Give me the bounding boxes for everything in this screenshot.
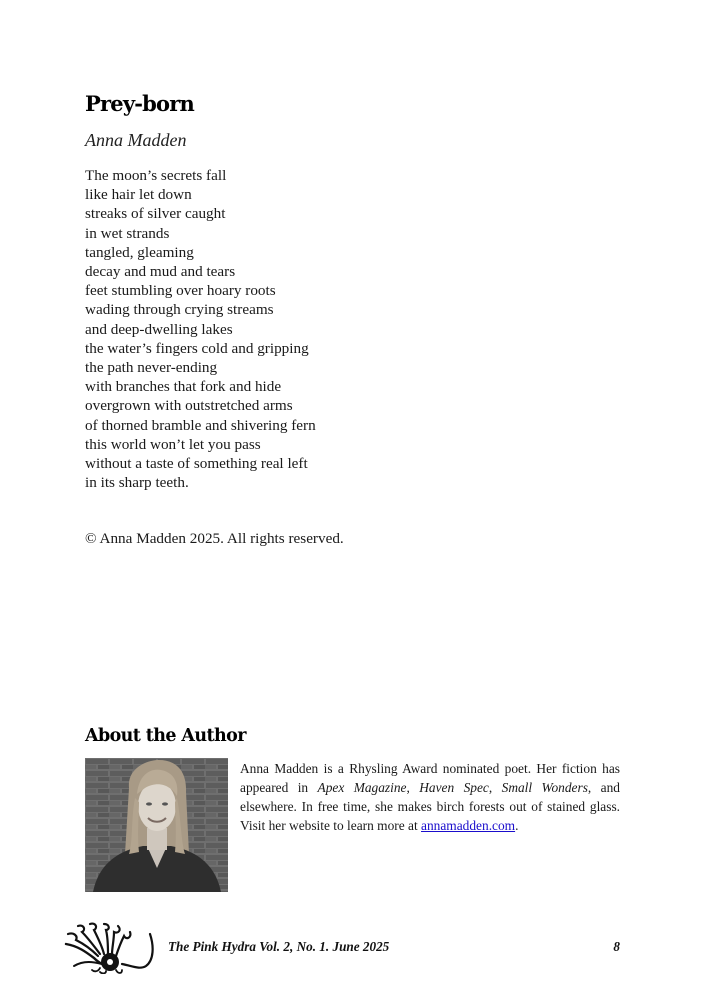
copyright-notice: © Anna Madden 2025. All rights reserved. <box>85 530 344 547</box>
poem-line: tangled, gleaming <box>85 243 194 261</box>
author-website-link[interactable]: annamadden.com <box>421 818 516 833</box>
hydra-logo-icon <box>64 922 160 974</box>
poem-line: streaks of silver caught <box>85 205 226 223</box>
poem-line: without a taste of something real left <box>85 455 308 473</box>
poem-body <box>85 166 316 492</box>
poem-line: feet stumbling over hoary roots <box>85 282 276 300</box>
bio-publication-apex: Apex Magazine <box>317 780 407 795</box>
author-photo <box>85 758 228 892</box>
poem-line: in wet strands <box>85 224 170 242</box>
poem-line: decay and mud and tears <box>85 263 236 281</box>
poem-line: the water’s fingers cold and gripping <box>85 339 309 357</box>
poem-line: and deep-dwelling lakes <box>85 320 233 338</box>
poem-line: wading through crying streams <box>85 301 274 319</box>
poem-line: with branches that fork and hide <box>85 378 282 396</box>
bio-text-3: . <box>515 818 519 833</box>
poem-line: this world won’t let you pass <box>85 435 261 453</box>
about-author-heading: About the Author <box>85 726 246 746</box>
bio-publication-haven: Haven Spec <box>419 780 489 795</box>
poem-line: like hair let down <box>85 186 192 204</box>
bio-separator-1: , <box>406 780 420 795</box>
poem-line: the path never-ending <box>85 359 218 377</box>
author-portrait-image <box>85 758 228 892</box>
footer-journal-title: The Pink Hydra Vol. 2, No. 1. June 2025 <box>168 939 390 954</box>
poem-line: The moon’s secrets fall <box>85 167 227 184</box>
poem-line: of thorned bramble and shivering fern <box>85 416 316 434</box>
bio-text-2: , and elsewhere. In free time, she makes birch forests out of stained glass. Visit her website to learn more at <box>240 780 620 833</box>
poem-line: overgrown with outstretched arms <box>85 397 293 415</box>
bio-text-1: Anna Madden is a Rhysling Award nominated poet. Her fiction has appeared in <box>240 761 620 795</box>
author-bio <box>240 759 620 835</box>
poem-line: in its sharp teeth. <box>85 474 189 492</box>
bio-publication-small-wonders: Small Wonders <box>501 780 588 795</box>
poem-title: Prey-born <box>85 91 194 116</box>
poem-author: Anna Madden <box>85 130 187 150</box>
bio-separator-2: , <box>488 780 502 795</box>
page-number: 8 <box>613 939 620 954</box>
